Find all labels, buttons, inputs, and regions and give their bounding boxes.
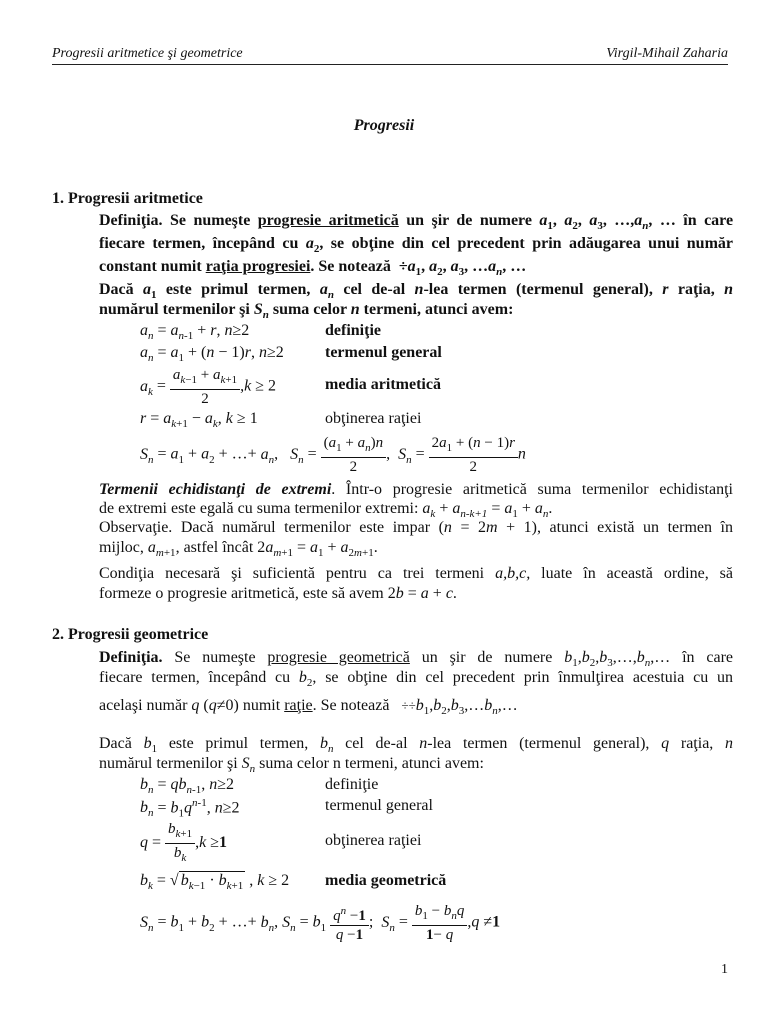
- s2-formula-4-desc: media geometrică: [325, 872, 447, 889]
- s2-def-label: Definiţia.: [99, 649, 163, 666]
- page-number: 1: [721, 962, 728, 977]
- s2-formula-3-desc: obţinerea raţiei: [325, 832, 422, 849]
- header-right: Virgil-Mihail Zaharia: [606, 46, 728, 61]
- s2-def-line-2: fiecare termen, începând cu $b_2$, se obţine din cel precedent prin înmulţirea acestuia cu un: [99, 669, 734, 690]
- s1-intro-line-2: numărul termenilor şi $S_n$ suma celor n termeni, atunci avem:: [99, 301, 514, 322]
- header-left: Progresii aritmetice şi geometrice: [52, 46, 243, 61]
- s1-echidistant-line-1: Termenii echidistanţi de extremi. Într-o progresie aritmetică suma termenilor echidistanţi: [99, 481, 733, 498]
- s2-formula-2-desc: termenul general: [325, 797, 433, 814]
- s1-def-line-2: fiecare termen, începând cu $a_2$, se obţine din cel precedent prin adăugarea unui număr: [99, 235, 733, 256]
- s1-formula-3-desc: media aritmetică: [325, 376, 441, 393]
- s2-intro-line-1: Dacă $b_1$ este primul termen, $b_n$ cel de-al n-lea termen (termenul general), q raţia, n: [99, 735, 734, 756]
- s1-def-line-3: constant numit raţia progresiei. Se notează $\div a_1$, $a_2$, $a_3$, $\dots a_n$, …: [99, 258, 527, 279]
- s1-condition-line-2: formeze o progresie aritmetică, este să avem 2b = a + c.: [99, 585, 457, 602]
- s1-def-line-1: Definiţia. Se numeşte progresie aritmetică un şir de numere $a_1$, $a_2$, $a_3$, $\dots,a_n$, … în care: [99, 212, 734, 233]
- s1-condition-line-1: Condiţia necesară şi suficientă pentru ca trei termeni a,b,c, luate în această ordine, să: [99, 565, 733, 582]
- s1-formula-1-desc: definiţie: [325, 322, 381, 339]
- page-title: Progresii: [353, 117, 415, 134]
- section-1-heading: 1. Progresii aritmetice: [52, 190, 203, 207]
- s1-def-label: Definiţia.: [99, 212, 163, 229]
- page-header: [52, 46, 728, 65]
- s1-intro-line-1: Dacă $a_1$ este primul termen, $a_n$ cel de-al n-lea termen (termenul general), r raţia, n: [99, 281, 734, 302]
- s2-formula-1-desc: definiţie: [325, 776, 379, 793]
- s1-echidistant-label: Termenii echidistanţi de extremi: [99, 481, 332, 498]
- section-2-heading: 2. Progresii geometrice: [52, 626, 209, 643]
- s2-intro-line-2: numărul termenilor şi $S_n$ suma celor n termeni, atunci avem:: [99, 755, 484, 776]
- s2-def-line-3: acelaşi număr q (q≠0) numit raţie. Se notează $\div\div b_1,b_2,b_3,\dots b_n,\dots$: [99, 697, 518, 718]
- s1-observation-line-1: Observaţie. Dacă numărul termenilor este impar (n = 2m + 1), atunci există un termen în: [99, 519, 733, 536]
- s1-formula-4-desc: obţinerea raţiei: [325, 410, 422, 427]
- s2-def-line-1: Definiţia. Se numeşte progresie geometrică un şir de numere $b_1,b_2,b_3,\dots,b_n,\dots$ în care: [99, 649, 733, 670]
- s1-formula-2-desc: termenul general: [325, 344, 442, 361]
- s1-echidistant-line-2: de extremi este egală cu suma termenilor extremi: $a_k + a_{n-k+1} = a_1 + a_n$.: [99, 500, 553, 521]
- s1-observation-line-2: mijloc, $a_{m+1}$, astfel încât $2a_{m+1} = a_1 + a_{2m+1}$.: [99, 539, 378, 560]
